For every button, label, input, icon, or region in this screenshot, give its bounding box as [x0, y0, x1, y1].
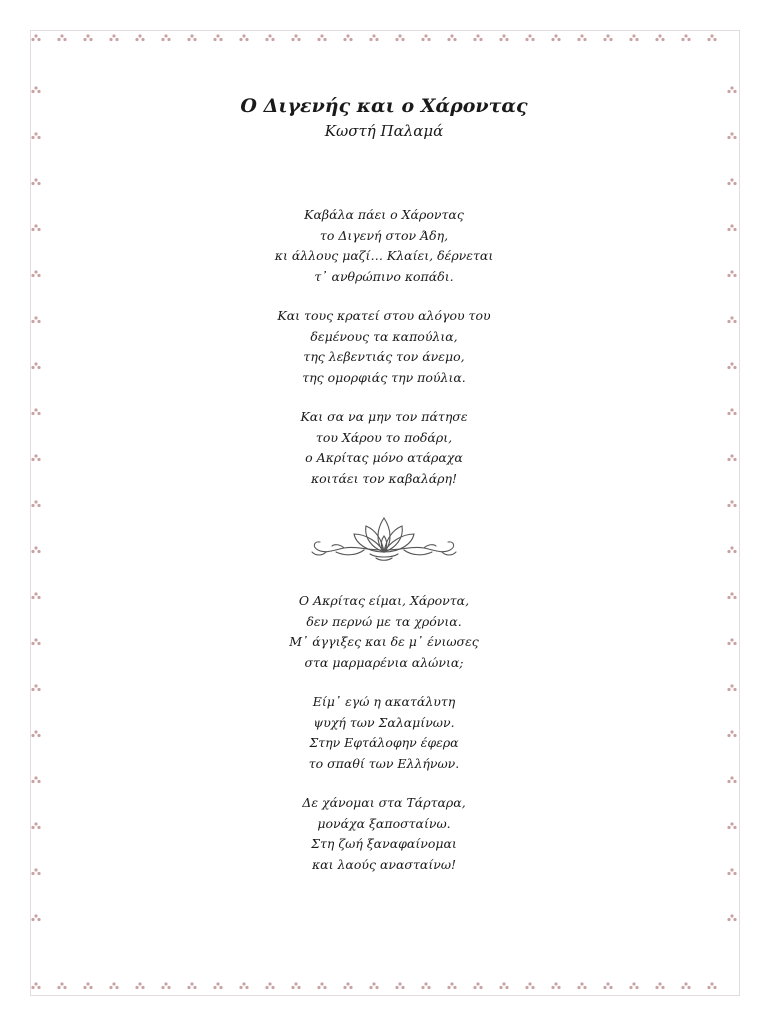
border-dot — [343, 986, 346, 989]
border-dot — [531, 38, 534, 41]
border-dot — [375, 986, 378, 989]
poem-line: δεν περνώ με τα χρόνια. — [306, 613, 462, 629]
border-dot — [346, 982, 349, 985]
border-dot — [733, 550, 736, 553]
border-dot — [424, 982, 427, 985]
border-dot — [213, 986, 216, 989]
border-dot — [37, 986, 40, 989]
border-dot — [427, 38, 430, 41]
border-dot — [733, 504, 736, 507]
border-dot — [83, 986, 86, 989]
border-dot — [635, 986, 638, 989]
border-dot — [109, 986, 112, 989]
poem-line: ψυχή των Σαλαμίνων. — [313, 714, 455, 730]
border-dot — [37, 688, 40, 691]
border-dot — [635, 38, 638, 41]
border-dot — [528, 982, 531, 985]
border-dot — [658, 982, 661, 985]
border-dot — [167, 38, 170, 41]
border-dot — [733, 90, 736, 93]
stanza-2 — [0, 306, 768, 388]
border-dot — [681, 986, 684, 989]
border-dot — [727, 90, 730, 93]
border-dot — [89, 986, 92, 989]
poem-line: το σπαθί των Ελλήνων. — [308, 755, 460, 771]
border-dot — [37, 504, 40, 507]
border-dot — [629, 38, 632, 41]
border-dot — [687, 38, 690, 41]
border-dot — [554, 982, 557, 985]
border-dot — [138, 982, 141, 985]
poem-line: Στη ζωή ξαναφαίνομαι — [311, 836, 457, 851]
border-dot — [730, 776, 733, 779]
poem-line: ο Ακρίτας μόνο ατάραχα — [305, 450, 463, 465]
border-dot — [37, 780, 40, 783]
border-dot — [60, 982, 63, 985]
poem-line: της ομορφιάς την πούλια. — [302, 369, 466, 385]
border-dot — [554, 34, 557, 37]
border-dot — [681, 38, 684, 41]
poem-line: Και τους κρατεί στου αλόγου του — [277, 308, 491, 323]
poem-line: Καβάλα πάει ο Χάροντας — [304, 207, 464, 222]
border-dot — [730, 684, 733, 687]
poem-line: μονάχα ξαποσταίνω. — [317, 815, 451, 831]
border-dot — [187, 38, 190, 41]
border-dot — [242, 982, 245, 985]
border-dot — [242, 34, 245, 37]
border-dot — [57, 38, 60, 41]
stanza-3 — [0, 407, 768, 489]
border-dot — [34, 914, 37, 917]
poem-author: Κωστή Παλαμά — [324, 122, 444, 140]
border-dot — [291, 986, 294, 989]
border-dot — [141, 38, 144, 41]
border-dot — [193, 38, 196, 41]
poem-line: Ο Ακρίτας είμαι, Χάροντα, — [298, 593, 470, 608]
border-dot — [473, 38, 476, 41]
border-dot — [730, 178, 733, 181]
border-dot — [421, 986, 424, 989]
border-dot — [112, 34, 115, 37]
border-dot — [730, 500, 733, 503]
border-dot — [268, 34, 271, 37]
border-dot — [372, 982, 375, 985]
border-dot — [34, 684, 37, 687]
border-dot — [707, 38, 710, 41]
border-dot — [551, 38, 554, 41]
poem-line: Και σα να μην τον πάτησε — [300, 409, 468, 424]
stanza-1 — [0, 205, 768, 287]
poem-line: Στην Εφτάλοφην έφερα — [309, 735, 459, 750]
poem-line: του Χάρου το ποδάρι, — [315, 429, 453, 445]
stanza-5 — [0, 692, 768, 774]
poem-line: κοιτάει τον καβαλάρη! — [310, 470, 458, 486]
border-dot — [268, 982, 271, 985]
border-dot — [135, 986, 138, 989]
border-dot — [31, 504, 34, 507]
border-dot — [317, 38, 320, 41]
border-dot — [37, 38, 40, 41]
border-dot — [528, 34, 531, 37]
border-dot — [479, 986, 482, 989]
border-dot — [730, 914, 733, 917]
border-dot — [525, 986, 528, 989]
border-dot — [349, 986, 352, 989]
border-dot — [713, 38, 716, 41]
border-dot — [164, 982, 167, 985]
border-dot — [271, 38, 274, 41]
border-dot — [499, 38, 502, 41]
border-dot — [580, 982, 583, 985]
border-dot — [401, 986, 404, 989]
border-dot — [34, 34, 37, 37]
border-dot — [427, 986, 430, 989]
border-dot — [34, 500, 37, 503]
border-dot — [606, 982, 609, 985]
border-dot — [398, 34, 401, 37]
poem-line: το Διγενή στον Άδη, — [319, 227, 449, 243]
border-dot — [343, 38, 346, 41]
border-dot — [86, 34, 89, 37]
border-dot — [447, 986, 450, 989]
poem-line: Μ᾽ άγγιξες και δε μ᾽ ένιωσες — [289, 634, 479, 649]
border-dot — [34, 546, 37, 549]
border-dot — [502, 34, 505, 37]
poem-line: τ᾽ ανθρώπινο κοπάδι. — [314, 268, 454, 284]
border-dot — [164, 34, 167, 37]
border-dot — [727, 182, 730, 185]
border-dot — [31, 38, 34, 41]
border-dot — [63, 986, 66, 989]
border-dot — [31, 688, 34, 691]
border-dot — [265, 38, 268, 41]
border-dot — [31, 90, 34, 93]
border-dot — [476, 982, 479, 985]
border-dot — [603, 986, 606, 989]
border-dot — [551, 986, 554, 989]
border-dot — [37, 182, 40, 185]
border-dot — [34, 982, 37, 985]
border-dot — [109, 38, 112, 41]
border-dot — [450, 982, 453, 985]
border-dot — [727, 780, 730, 783]
border-dot — [629, 986, 632, 989]
border-dot — [245, 38, 248, 41]
poem-line: Είμ᾽ εγώ η ακατάλυτη — [312, 694, 456, 709]
border-dot — [216, 34, 219, 37]
border-dot — [297, 986, 300, 989]
border-dot — [83, 38, 86, 41]
border-dot — [473, 986, 476, 989]
border-dot — [323, 38, 326, 41]
border-dot — [37, 918, 40, 921]
border-dot — [479, 38, 482, 41]
stanza-4 — [0, 591, 768, 673]
border-dot — [57, 986, 60, 989]
border-dot — [505, 38, 508, 41]
poem-line: Δε χάνομαι στα Τάρταρα, — [302, 795, 466, 810]
border-dot — [733, 918, 736, 921]
border-dot — [661, 986, 664, 989]
border-dot — [34, 178, 37, 181]
border-dot — [141, 986, 144, 989]
border-dot — [372, 34, 375, 37]
border-dot — [733, 182, 736, 185]
border-dot — [37, 90, 40, 93]
border-dot — [505, 986, 508, 989]
border-dot — [369, 38, 372, 41]
border-dot — [294, 982, 297, 985]
border-dot — [609, 38, 612, 41]
border-dot — [577, 38, 580, 41]
border-dot — [727, 918, 730, 921]
border-dot — [733, 688, 736, 691]
border-dot — [320, 982, 323, 985]
border-dot — [658, 34, 661, 37]
border-dot — [37, 550, 40, 553]
border-dot — [239, 38, 242, 41]
border-dot — [89, 38, 92, 41]
border-dot — [31, 918, 34, 921]
border-dot — [684, 982, 687, 985]
border-dot — [730, 546, 733, 549]
border-dot — [115, 986, 118, 989]
border-dot — [291, 38, 294, 41]
border-dot — [606, 34, 609, 37]
border-dot — [346, 34, 349, 37]
border-dot — [713, 986, 716, 989]
border-dot — [60, 34, 63, 37]
border-dot — [63, 38, 66, 41]
border-dot — [245, 986, 248, 989]
border-dot — [632, 982, 635, 985]
border-dot — [730, 86, 733, 89]
border-dot — [421, 38, 424, 41]
border-dot — [687, 986, 690, 989]
border-dot — [557, 38, 560, 41]
border-dot — [31, 182, 34, 185]
border-dot — [710, 982, 713, 985]
border-dot — [190, 34, 193, 37]
border-dot — [34, 86, 37, 89]
border-dot — [190, 982, 193, 985]
border-dot — [424, 34, 427, 37]
border-dot — [167, 986, 170, 989]
lotus-flourish-icon — [304, 510, 464, 566]
border-dot — [525, 38, 528, 41]
border-dot — [115, 38, 118, 41]
border-dot — [557, 986, 560, 989]
border-dot — [710, 34, 713, 37]
border-dot — [580, 34, 583, 37]
border-dot — [453, 38, 456, 41]
border-dot — [632, 34, 635, 37]
border-dot — [395, 986, 398, 989]
border-dot — [187, 986, 190, 989]
border-dot — [453, 986, 456, 989]
border-dot — [603, 38, 606, 41]
border-dot — [609, 986, 612, 989]
border-dot — [31, 550, 34, 553]
border-dot — [112, 982, 115, 985]
border-dot — [135, 38, 138, 41]
border-dot — [401, 38, 404, 41]
border-dot — [31, 780, 34, 783]
border-dot — [447, 38, 450, 41]
poem-title: Ο Διγενής και ο Χάροντας — [240, 95, 528, 117]
border-dot — [317, 986, 320, 989]
border-dot — [476, 34, 479, 37]
border-dot — [161, 986, 164, 989]
border-dot — [216, 982, 219, 985]
border-dot — [297, 38, 300, 41]
border-dot — [138, 34, 141, 37]
border-dot — [398, 982, 401, 985]
border-dot — [733, 780, 736, 783]
border-dot — [31, 986, 34, 989]
border-dot — [395, 38, 398, 41]
border-dot — [583, 986, 586, 989]
poem-line: δεμένους τα καπούλια, — [310, 328, 458, 344]
border-dot — [727, 688, 730, 691]
border-dot — [684, 34, 687, 37]
border-dot — [219, 38, 222, 41]
border-dot — [655, 986, 658, 989]
border-dot — [219, 986, 222, 989]
border-dot — [577, 986, 580, 989]
border-dot — [655, 38, 658, 41]
border-dot — [349, 38, 352, 41]
border-dot — [502, 982, 505, 985]
border-dot — [320, 34, 323, 37]
poem-line: στα μαρμαρένια αλώνια; — [304, 654, 464, 670]
poem-line: κι άλλους μαζί… Κλαίει, δέρνεται — [274, 248, 494, 263]
border-dot — [369, 986, 372, 989]
poem-line: της λεβεντιάς τον άνεμο, — [303, 349, 465, 364]
border-dot — [323, 986, 326, 989]
border-dot — [161, 38, 164, 41]
border-dot — [34, 776, 37, 779]
border-dot — [213, 38, 216, 41]
border-dot — [707, 986, 710, 989]
poem-line: και λαούς ανασταίνω! — [311, 856, 457, 872]
border-dot — [531, 986, 534, 989]
border-dot — [294, 34, 297, 37]
border-dot — [193, 986, 196, 989]
border-dot — [450, 34, 453, 37]
border-dot — [499, 986, 502, 989]
border-dot — [661, 38, 664, 41]
stanza-6 — [0, 793, 768, 875]
border-dot — [239, 986, 242, 989]
border-dot — [727, 550, 730, 553]
border-dot — [271, 986, 274, 989]
border-dot — [727, 504, 730, 507]
border-dot — [583, 38, 586, 41]
border-dot — [375, 38, 378, 41]
border-dot — [86, 982, 89, 985]
border-dot — [265, 986, 268, 989]
